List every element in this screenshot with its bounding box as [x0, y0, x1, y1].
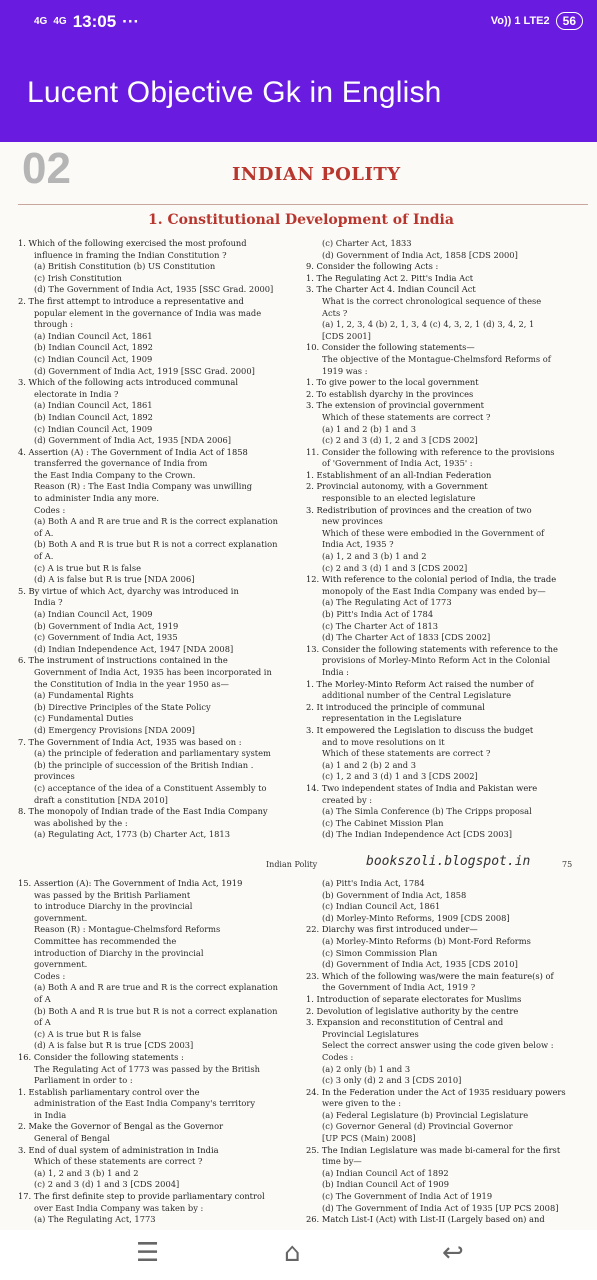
text-line: 26. Match List-I (Act) with List-II (Largely based on) and: [306, 1214, 545, 1225]
text-line: of A.: [34, 551, 54, 562]
text-line: and to move resolutions on it: [322, 736, 445, 747]
text-line: (c) A is true but R is false: [34, 1028, 142, 1039]
text-line: 24. In the Federation under the Act of 1935 residuary powers: [306, 1086, 566, 1097]
text-line: (d) Government of India Act, 1935 [CDS 2010]: [322, 959, 518, 970]
text-line: (a) Indian Council Act of 1892: [322, 1167, 449, 1178]
text-line: (a) 1, 2, 3, 4 (b) 2, 1, 3, 4 (c) 4, 3, 2, 1 (d) 3, 4, 2, 1: [322, 319, 535, 330]
text-line: created by :: [322, 794, 373, 805]
text-line: Codes :: [34, 970, 66, 981]
text-line: transferred the governance of India from: [34, 458, 208, 469]
text-line: [UP PCS (Main) 2008]: [322, 1133, 416, 1144]
page1-left-column: [18, 238, 298, 841]
text-line: (a) 1 and 2 (b) 1 and 3: [322, 423, 416, 434]
status-right: [491, 12, 583, 30]
text-line: (a) British Constitution (b) US Constitution: [34, 261, 216, 272]
text-line: 9. Consider the following Acts :: [306, 261, 439, 272]
text-line: (a) 1, 2 and 3 (b) 1 and 2: [322, 551, 427, 562]
text-line: India :: [322, 666, 349, 677]
divider: [18, 204, 588, 205]
text-line: The Regulating Act of 1773 was passed by the British: [34, 1063, 260, 1074]
text-line: India ?: [34, 597, 63, 608]
text-line: was passed by the British Parliament: [34, 889, 191, 900]
text-line: provinces: [34, 771, 75, 782]
text-line: (a) Indian Council Act, 1861: [34, 330, 153, 341]
text-line: the Government of India Act, 1919 ?: [322, 982, 476, 993]
text-line: responsible to an elected legislature: [322, 493, 476, 504]
text-line: 1. Establish parliamentary control over the: [18, 1086, 200, 1097]
text-line: (c) The Cabinet Mission Plan: [322, 817, 444, 828]
text-line: 1. The Morley-Minto Reform Act raised the number of: [306, 678, 534, 689]
text-line: (c) 2 and 3 (d) 1 and 3 [CDS 2002]: [322, 562, 468, 573]
text-line: of A.: [34, 527, 54, 538]
text-line: (c) Governor General (d) Provincial Governor: [322, 1121, 513, 1132]
text-line: of A: [34, 993, 51, 1004]
text-line: of 'Government of India Act, 1935' :: [322, 458, 473, 469]
status-time: 13:05: [72, 12, 117, 31]
text-line: (b) Indian Council Act of 1909: [322, 1179, 449, 1190]
status-bar: [0, 0, 597, 48]
text-line: 3. The extension of provincial government: [306, 400, 484, 411]
chapter-title: INDIAN POLITY: [232, 164, 401, 185]
page2-right-column: [306, 878, 588, 1226]
text-line: 2. Make the Governor of Bengal as the Governor: [18, 1121, 224, 1132]
text-line: 2. To establish dyarchy in the provinces: [306, 388, 474, 399]
back-icon[interactable]: ↩: [442, 1238, 464, 1268]
text-line: (b) Indian Council Act, 1892: [34, 411, 153, 422]
text-line: (d) Government of India Act, 1858 [CDS 2000]: [322, 249, 518, 260]
text-line: 1919 was :: [322, 365, 368, 376]
text-line: representation in the Legislature: [322, 713, 462, 724]
text-line: monopoly of the East India Company was ended by—: [322, 585, 546, 596]
text-line: to administer India any more.: [34, 493, 160, 504]
text-line: (d) Government of India Act, 1919 [SSC Grad. 2000]: [34, 365, 255, 376]
text-line: (b) Indian Council Act, 1892: [34, 342, 153, 353]
text-line: (d) Morley-Minto Reforms, 1909 [CDS 2008]: [322, 912, 510, 923]
page2-left-column: [18, 878, 298, 1226]
text-line: Codes :: [34, 504, 66, 515]
text-line: was abolished by the :: [34, 817, 128, 828]
text-line: (c) Government of India Act, 1935: [34, 632, 178, 643]
text-line: (a) The Simla Conference (b) The Cripps proposal: [322, 806, 532, 817]
text-line: Codes :: [322, 1051, 354, 1062]
text-line: Committee has recommended the: [34, 935, 177, 946]
text-line: (c) 2 and 3 (d) 1, 2 and 3 [CDS 2002]: [322, 435, 478, 446]
text-line: of A: [34, 1017, 51, 1028]
text-line: The objective of the Montague-Chelmsford Reforms of: [322, 353, 551, 364]
text-line: 1. Establishment of an all-Indian Federation: [306, 469, 492, 480]
text-line: 17. The first definite step to provide parliamentary control: [18, 1191, 265, 1202]
text-line: (c) Indian Council Act, 1909: [34, 353, 153, 364]
text-line: 2. Devolution of legislative authority by the centre: [306, 1005, 519, 1016]
status-dots: ···: [122, 12, 140, 31]
chapter-number: 02: [22, 144, 71, 193]
text-line: (d) Emergency Provisions [NDA 2009]: [34, 724, 195, 735]
text-line: (d) Indian Independence Act, 1947 [NDA 2008]: [34, 643, 234, 654]
text-line: [CDS 2001]: [322, 330, 371, 341]
text-line: (d) A is false but R is true [CDS 2003]: [34, 1040, 194, 1051]
text-line: (d) Government of India Act, 1935 [NDA 2006]: [34, 435, 232, 446]
text-line: (a) Pitt's India Act, 1784: [322, 878, 425, 888]
text-line: (b) Government of India Act, 1919: [34, 620, 179, 631]
text-line: Reason (R) : Montague-Chelmsford Reforms: [34, 924, 221, 935]
text-line: (a) 1 and 2 (b) 2 and 3: [322, 759, 416, 770]
text-line: electorate in India ?: [34, 388, 119, 399]
text-line: (a) Fundamental Rights: [34, 690, 134, 701]
text-line: (d) The Charter Act of 1833 [CDS 2002]: [322, 632, 491, 643]
text-line: to introduce Diarchy in the provincial: [34, 901, 193, 912]
text-line: (a) Regulating Act, 1773 (b) Charter Act, 1813: [34, 829, 230, 840]
text-line: (a) The Regulating Act of 1773: [322, 597, 452, 608]
text-line: Acts ?: [322, 307, 348, 318]
text-line: time by—: [322, 1156, 362, 1167]
navigation-bar: [0, 1230, 597, 1280]
text-line: 15. Assertion (A): The Government of India Act, 1919: [18, 878, 243, 888]
page1-right-column: [306, 238, 588, 841]
page-number: 75: [562, 860, 573, 869]
text-line: Parliament in order to :: [34, 1075, 133, 1086]
text-line: 7. The Government of India Act, 1935 was based on :: [18, 736, 242, 747]
text-line: 12. With reference to the colonial period of India, the trade: [306, 574, 557, 585]
text-line: (d) The Government of India Act, 1935 [SSC Grad. 2000]: [34, 284, 274, 295]
text-line: provisions of Morley-Minto Reform Act in the Colonial: [322, 655, 551, 666]
text-line: (a) The Regulating Act, 1773: [34, 1214, 156, 1225]
document-viewer[interactable]: [0, 142, 597, 1230]
text-line: (c) Irish Constitution: [34, 272, 122, 283]
text-line: 23. Which of the following was/were the main feature(s) of: [306, 970, 554, 981]
text-line: Provincial Legislatures: [322, 1028, 419, 1039]
text-line: administration of the East India Company's territory: [34, 1098, 256, 1109]
text-line: 11. Consider the following with reference to the provisions: [306, 446, 555, 457]
text-line: (d) A is false but R is true [NDA 2006]: [34, 574, 195, 585]
text-line: (b) Pitt's India Act of 1784: [322, 609, 434, 619]
text-line: 1. Introduction of separate electorates for Muslims: [306, 993, 522, 1004]
text-line: Which of these statements are correct ?: [322, 748, 491, 759]
text-line: (a) Morley-Minto Reforms (b) Mont-Ford Reforms: [322, 935, 531, 946]
text-line: additional number of the Central Legislature: [322, 690, 512, 701]
app-title: Lucent Objective Gk in English: [27, 76, 442, 109]
text-line: 13. Consider the following statements with reference to the: [306, 643, 558, 654]
text-line: (c) Indian Council Act, 1861: [322, 901, 441, 912]
text-line: (c) The Government of India Act of 1919: [322, 1191, 493, 1202]
text-line: through :: [34, 319, 74, 330]
text-line: 5. By virtue of which Act, dyarchy was introduced in: [18, 585, 239, 596]
text-line: Which of these statements are correct ?: [322, 411, 491, 422]
text-line: 2. The first attempt to introduce a representative and: [18, 295, 244, 306]
text-line: Select the correct answer using the code given below :: [322, 1040, 554, 1051]
text-line: 22. Diarchy was first introduced under—: [306, 924, 478, 935]
text-line: (d) The Government of India Act of 1935 [UP PCS 2008]: [322, 1202, 559, 1213]
text-line: 1. Which of the following exercised the most profound: [18, 238, 247, 248]
menu-icon[interactable]: ☰: [136, 1238, 160, 1268]
text-line: (c) Indian Council Act, 1909: [34, 423, 153, 434]
text-line: (c) Simon Commission Plan: [322, 947, 438, 958]
section-title: 1. Constitutional Development of India: [148, 212, 454, 228]
signal-icon-2: 4G: [53, 16, 67, 27]
text-line: Government of India Act, 1935 has been incorporated in: [34, 666, 272, 677]
text-line: (c) 2 and 3 (d) 1 and 3 [CDS 2004]: [34, 1179, 180, 1190]
text-line: 3. End of dual system of administration in India: [18, 1144, 219, 1155]
text-line: (b) Government of India Act, 1858: [322, 889, 467, 900]
text-line: (a) Indian Council Act, 1909: [34, 609, 153, 619]
home-icon[interactable]: ⌂: [284, 1238, 301, 1268]
text-line: new provinces: [322, 516, 383, 527]
text-line: government.: [34, 912, 88, 923]
page-footer: [0, 854, 597, 880]
text-line: the Constitution of India in the year 1950 as—: [34, 678, 229, 689]
battery-icon: 56: [556, 12, 583, 30]
text-line: 3. The Charter Act 4. Indian Council Act: [306, 284, 476, 295]
text-line: (c) acceptance of the idea of a Constituent Assembly to: [34, 782, 267, 793]
text-line: (b) Both A and R is true but R is not a correct explanation: [34, 1005, 278, 1016]
text-line: (a) the principle of federation and parliamentary system: [34, 748, 271, 759]
text-line: 4. Assertion (A) : The Government of India Act of 1858: [18, 446, 248, 457]
volte-icon: Vo)) 1 LTE2: [490, 15, 550, 27]
text-line: 16. Consider the following statements :: [18, 1051, 184, 1062]
text-line: 3. Redistribution of provinces and the creation of two: [306, 504, 532, 515]
text-line: introduction of Diarchy in the provincial: [34, 947, 204, 958]
text-line: What is the correct chronological sequence of these: [322, 295, 542, 306]
text-line: (a) 1, 2 and 3 (b) 1 and 2: [34, 1167, 139, 1178]
text-line: 6. The instrument of instructions contained in the: [18, 655, 228, 666]
blog-watermark: bookszoli.blogspot.in: [366, 854, 531, 869]
text-line: (b) the principle of succession of the British Indian .: [34, 759, 254, 770]
text-line: (b) Directive Principles of the State Policy: [34, 701, 211, 712]
text-line: India Act, 1935 ?: [322, 539, 394, 550]
text-line: were given to the :: [322, 1098, 402, 1109]
text-line: (d) The Indian Independence Act [CDS 2003]: [322, 829, 513, 840]
text-line: 3. It empowered the Legislation to discuss the budget: [306, 724, 534, 735]
text-line: Reason (R) : The East India Company was unwilling: [34, 481, 253, 492]
text-line: (b) Both A and R is true but R is not a correct explanation: [34, 539, 278, 550]
text-line: (a) Both A and R are true and R is the correct explanation: [34, 516, 278, 527]
text-line: (a) Indian Council Act, 1861: [34, 400, 153, 411]
text-line: influence in framing the Indian Constitution ?: [34, 249, 227, 260]
text-line: (a) 2 only (b) 1 and 3: [322, 1063, 411, 1074]
text-line: 2. Provincial autonomy, with a Government: [306, 481, 488, 492]
text-line: 8. The monopoly of Indian trade of the East India Company: [18, 806, 268, 817]
text-line: 3. Which of the following acts introduced communal: [18, 377, 238, 388]
app-bar: [0, 48, 597, 142]
text-line: (c) Charter Act, 1833: [322, 238, 412, 248]
text-line: (c) The Charter Act of 1813: [322, 620, 439, 631]
status-left: [34, 12, 139, 32]
text-line: 3. Expansion and reconstitution of Central and: [306, 1017, 504, 1028]
signal-icon: 4G: [34, 16, 48, 27]
text-line: 25. The Indian Legislature was made bi-cameral for the first: [306, 1144, 561, 1155]
text-line: (a) Federal Legislature (b) Provincial Legislature: [322, 1109, 529, 1120]
text-line: in India: [34, 1109, 67, 1120]
text-line: popular element in the governance of India was made: [34, 307, 262, 318]
text-line: over East India Company was taken by :: [34, 1202, 204, 1213]
text-line: government.: [34, 959, 88, 970]
text-line: (c) Fundamental Duties: [34, 713, 134, 724]
text-line: Which of these were embodied in the Government of: [322, 527, 545, 538]
text-line: 1. To give power to the local government: [306, 377, 479, 388]
text-line: 2. It introduced the principle of communal: [306, 701, 485, 712]
text-line: (a) Both A and R are true and R is the correct explanation: [34, 982, 278, 993]
text-line: Which of these statements are correct ?: [34, 1156, 203, 1167]
text-line: draft a constitution [NDA 2010]: [34, 794, 168, 805]
running-head: Indian Polity: [266, 860, 318, 869]
text-line: 10. Consider the following statements—: [306, 342, 475, 353]
text-line: (c) 3 only (d) 2 and 3 [CDS 2010]: [322, 1075, 462, 1086]
text-line: 14. Two independent states of India and Pakistan were: [306, 782, 538, 793]
text-line: the East India Company to the Crown.: [34, 469, 196, 480]
text-line: 1. The Regulating Act 2. Pitt's India Act: [306, 272, 474, 283]
text-line: (c) A is true but R is false: [34, 562, 142, 573]
text-line: General of Bengal: [34, 1133, 110, 1144]
text-line: (c) 1, 2 and 3 (d) 1 and 3 [CDS 2002]: [322, 771, 478, 782]
